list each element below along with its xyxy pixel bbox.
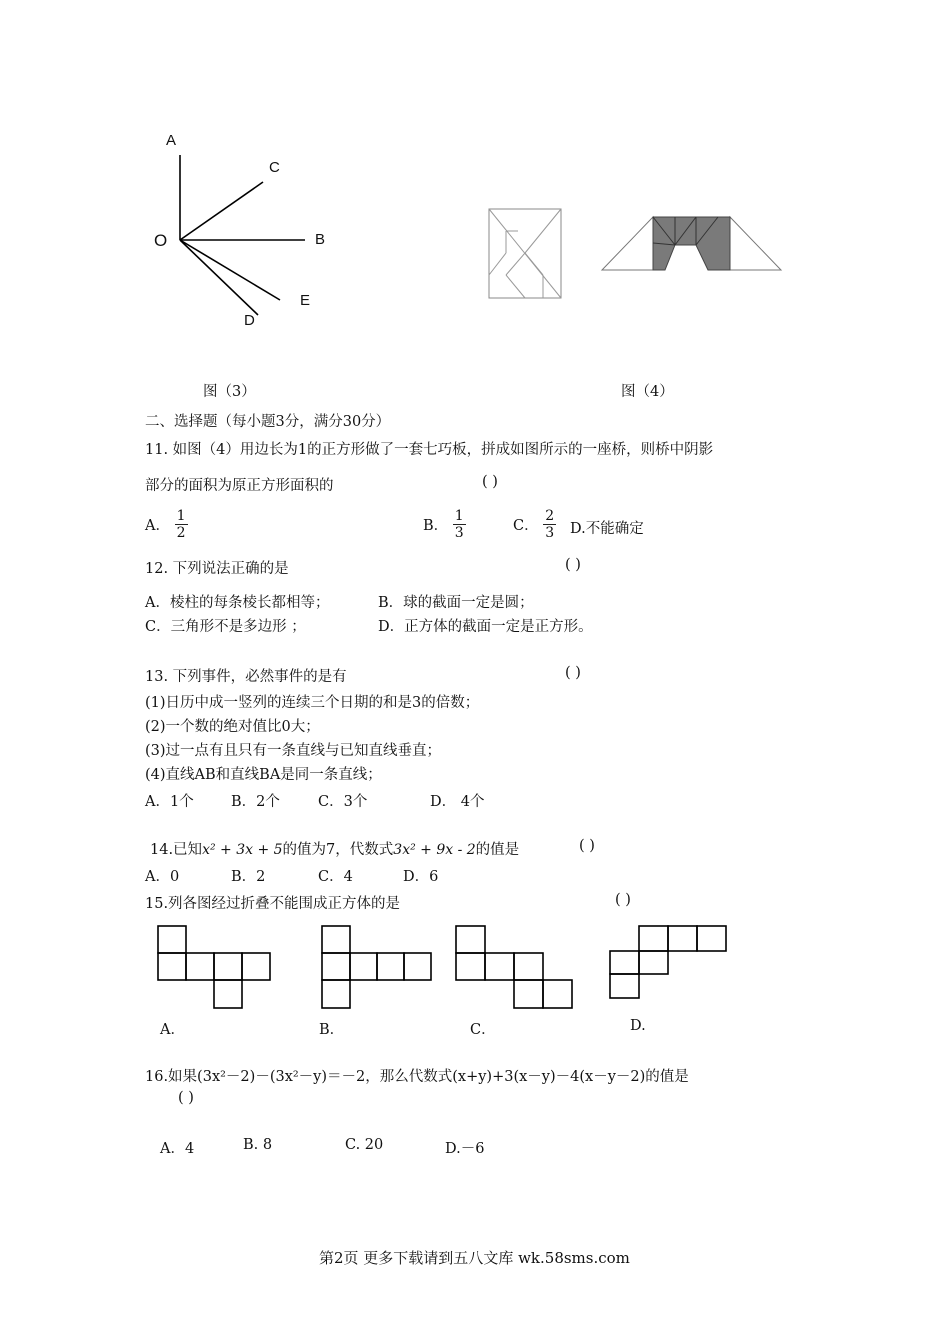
shaded-region [653,217,730,270]
q13-item-3: (3)过一点有且只有一条直线与已知直线垂直； [145,743,442,759]
q11-option-c[interactable] [513,508,556,541]
q15-label-a: A． [160,1022,185,1038]
q16-option-d[interactable]: D.－6 [445,1141,485,1157]
q13-bracket: ( ) [565,665,581,681]
q14-expression-2: 3x² + 9x - 2 [393,842,476,858]
q11-bracket: ( ) [482,474,498,490]
page-footer: 第2页 更多下载请到五八文库 wk.58sms.com [319,1249,630,1267]
q14-bracket: ( ) [579,838,595,854]
q13-option-c[interactable]: C．3个 [318,794,368,810]
cube-net-c[interactable] [455,925,575,1010]
label-c: C [269,159,280,176]
q12-option-c[interactable]: C．三角形不是多边形 ； [145,619,306,635]
q13-option-d[interactable]: D． 4个 [430,794,485,810]
label-e: E [300,292,311,309]
q13-option-b[interactable]: B．2个 [231,794,280,810]
q15-stem: 15.列各图经过折叠不能围成正方体的是 [145,896,401,912]
q14-option-d[interactable]: D．6 [403,869,439,885]
q14-option-a[interactable]: A．0 [145,869,180,885]
label-d: D [244,312,255,329]
q13-item-4: (4)直线AB和直线BA是同一条直线； [145,767,382,783]
q15-bracket: ( ) [615,892,631,908]
option-label: B． [423,518,449,534]
cube-net-b[interactable] [321,925,433,1010]
q11-option-a[interactable] [145,508,188,541]
section-heading: 二、选择题（每小题3分，满分30分） [145,414,391,430]
q11-line1: 11. 如图（4）用边长为1的正方形做了一套七巧板，拼成如图所示的一座桥，则桥中阴影 [145,442,714,458]
q13-item-1: (1)日历中成一竖列的连续三个日期的和是3的倍数； [145,695,480,711]
q16-option-a[interactable]: A．4 [160,1141,195,1157]
figure-4-caption: 图（4） [621,384,674,400]
fraction-two-thirds: $\frac{2}{3}$ [545,508,555,541]
tangram-bridge [600,213,785,273]
q11-line2: 部分的面积为原正方形面积的 [145,478,334,494]
q16-stem: 16.如果(3x²－2)－(3x²－y)＝－2，那么代数式(x+y)+3(x－y)－4(x－y－2)的值是 [145,1069,689,1085]
q12-option-d[interactable]: D．正方体的截面一定是正方形。 [378,619,593,635]
q15-label-d: D. [630,1018,646,1034]
q12-stem: 12. 下列说法正确的是 [145,561,289,577]
q11-option-b[interactable] [423,508,466,541]
q14-stem: 14.已知x² + 3x + 5的值为7，代数式3x² + 9x - 2的值是 [150,842,520,858]
label-b: B [315,231,326,248]
q15-label-c: C． [470,1022,496,1038]
q14-expression-1: x² + 3x + 5 [202,842,283,858]
q13-option-a[interactable]: A．1个 [145,794,194,810]
q14-option-b[interactable]: B．2 [231,869,266,885]
cube-net-d[interactable] [609,925,729,1010]
q12-option-b[interactable]: B．球的截面一定是圆； [378,595,534,611]
q16-option-c[interactable]: C. 20 [345,1137,384,1153]
q16-option-b[interactable]: B. 8 [243,1137,273,1153]
q12-option-a[interactable]: A．棱柱的每条棱长都相等； [145,595,330,611]
q12-bracket: ( ) [565,557,581,573]
q13-stem: 13. 下列事件，必然事件的是有 [145,669,347,685]
ray-oe [180,240,280,300]
label-a: A [166,132,177,149]
fraction-one-half: $\frac{1}{2}$ [176,508,186,541]
fraction-one-third: $\frac{1}{3}$ [454,508,464,541]
ray-oc [180,182,263,240]
option-label: C． [513,518,539,534]
label-o: O [154,231,168,250]
figure-3-caption: 图（3） [203,384,256,400]
q13-item-2: (2)一个数的绝对值比0大； [145,719,320,735]
q14-option-c[interactable]: C．4 [318,869,353,885]
q11-option-d[interactable]: D.不能确定 [570,521,644,537]
ray-od [180,240,258,315]
tangram-square [488,208,562,300]
cube-net-a[interactable] [157,925,272,1010]
option-label: A． [145,518,170,534]
q16-bracket: ( ) [178,1090,194,1106]
q15-label-b: B． [319,1022,345,1038]
